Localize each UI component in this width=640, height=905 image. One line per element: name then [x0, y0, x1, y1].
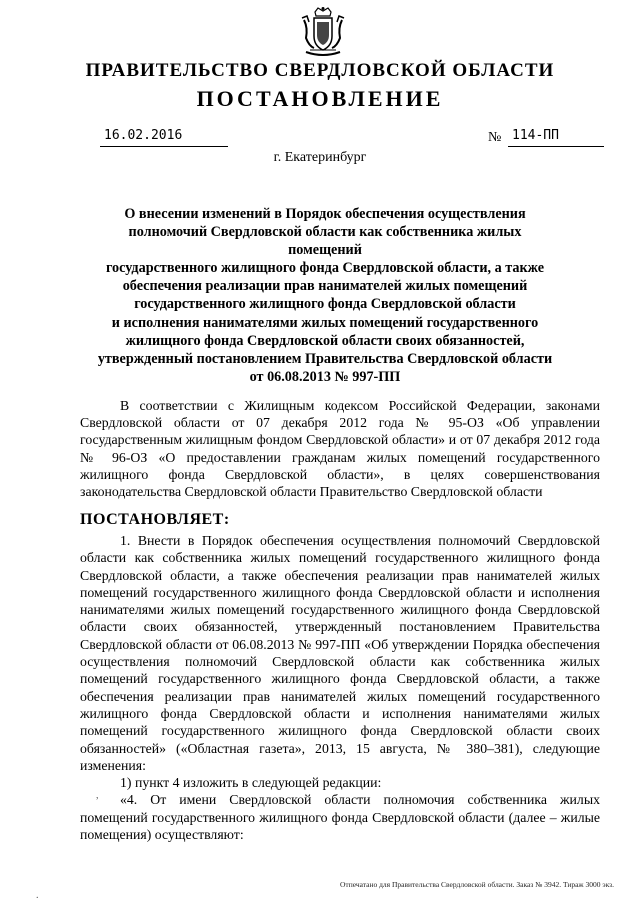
document-body [80, 532, 600, 843]
document-number: 114-ПП [508, 128, 604, 147]
title-line: от 06.08.2013 № 997-ПП [249, 368, 401, 385]
decree-word: ПОСТАНОВЛЯЕТ: [80, 511, 230, 528]
number-sign: № [488, 130, 502, 145]
preamble-paragraph: В соответствии с Жилищным кодексом Российской Федерации, законами Свердловской области от 07 декабря 2012 года № 95-ОЗ «Об управлении государственным жилищным фондом Свердловской области» и от 07 декабря 2012 года № 96-ОЗ «О предоставлении гражданам жилых помещений государственного жилищного фонда Свердловской области», в целях совершенствования законодательства Свердловской области Правительство Свердловской области [80, 398, 600, 500]
body-paragraph: «4. От имени Свердловской области полномочия собственника жилых помещений государственного жилищного фонда Свердловской области (далее – жилые помещения) осуществляют: [80, 792, 600, 843]
title-line: государственного жилищного фонда Свердловской области, а также [105, 260, 545, 277]
title-line: и исполнения нанимателями жилых помещений государственного [111, 314, 539, 331]
organization-name: ПРАВИТЕЛЬСТВО СВЕРДЛОВСКОЙ ОБЛАСТИ [85, 60, 555, 81]
title-line: обеспечения реализации прав нанимателей жилых помещений [122, 278, 528, 295]
coat-of-arms-icon [300, 6, 346, 58]
document-date: 16.02.2016 [100, 128, 228, 147]
title-line: государственного жилищного фонда Свердловской области [134, 296, 516, 313]
title-line: полномочий Свердловской области как собственника жилых помещений [128, 224, 522, 259]
document-type: ПОСТАНОВЛЕНИЕ [196, 86, 444, 111]
scan-mark: . [36, 890, 39, 901]
document-title [95, 205, 555, 386]
scan-mark: , [96, 790, 99, 801]
body-paragraph: 1. Внести в Порядок обеспечения осуществления полномочий Свердловской области как собственника жилых помещений государственного жилищного фонда Свердловской области, а также обеспечения реализации прав нанимателей жилых помещений государственного жилищного фонда Свердловской области и исполнения нанимателями жилых помещений государственного жилищного фонда Свердловской области своих обязанностей, утвержденный постановлением Правительства Свердловской области от 06.08.2013 № 997-ПП «Об утверждении Порядка обеспечения осуществления полномочий Свердловской области как собственника жилых помещений государственного жилищного фонда Свердловской области, а также обеспечения реализации прав нанимателей жилых помещений государственного жилищного фонда Свердловской области и исполнения нанимателями жилых помещений государственного жилищного фонда Свердловской области своих обязанностей» («Областная газета», 2013, 15 августа, № 380–381), следующие изменения: [80, 533, 600, 773]
print-footer: Отпечатано для Правительства Свердловской области. Заказ № 3942. Тираж 3000 экз. [340, 880, 614, 889]
title-line: О внесении изменений в Порядок обеспечения осуществления [124, 206, 526, 222]
title-line: утвержденный постановлением Правительства Свердловской области [97, 350, 553, 367]
body-paragraph: 1) пункт 4 изложить в следующей редакции: [120, 775, 382, 791]
document-city: г. Екатеринбург [273, 150, 367, 165]
title-line: жилищного фонда Свердловской области своих обязанностей, [125, 332, 525, 349]
